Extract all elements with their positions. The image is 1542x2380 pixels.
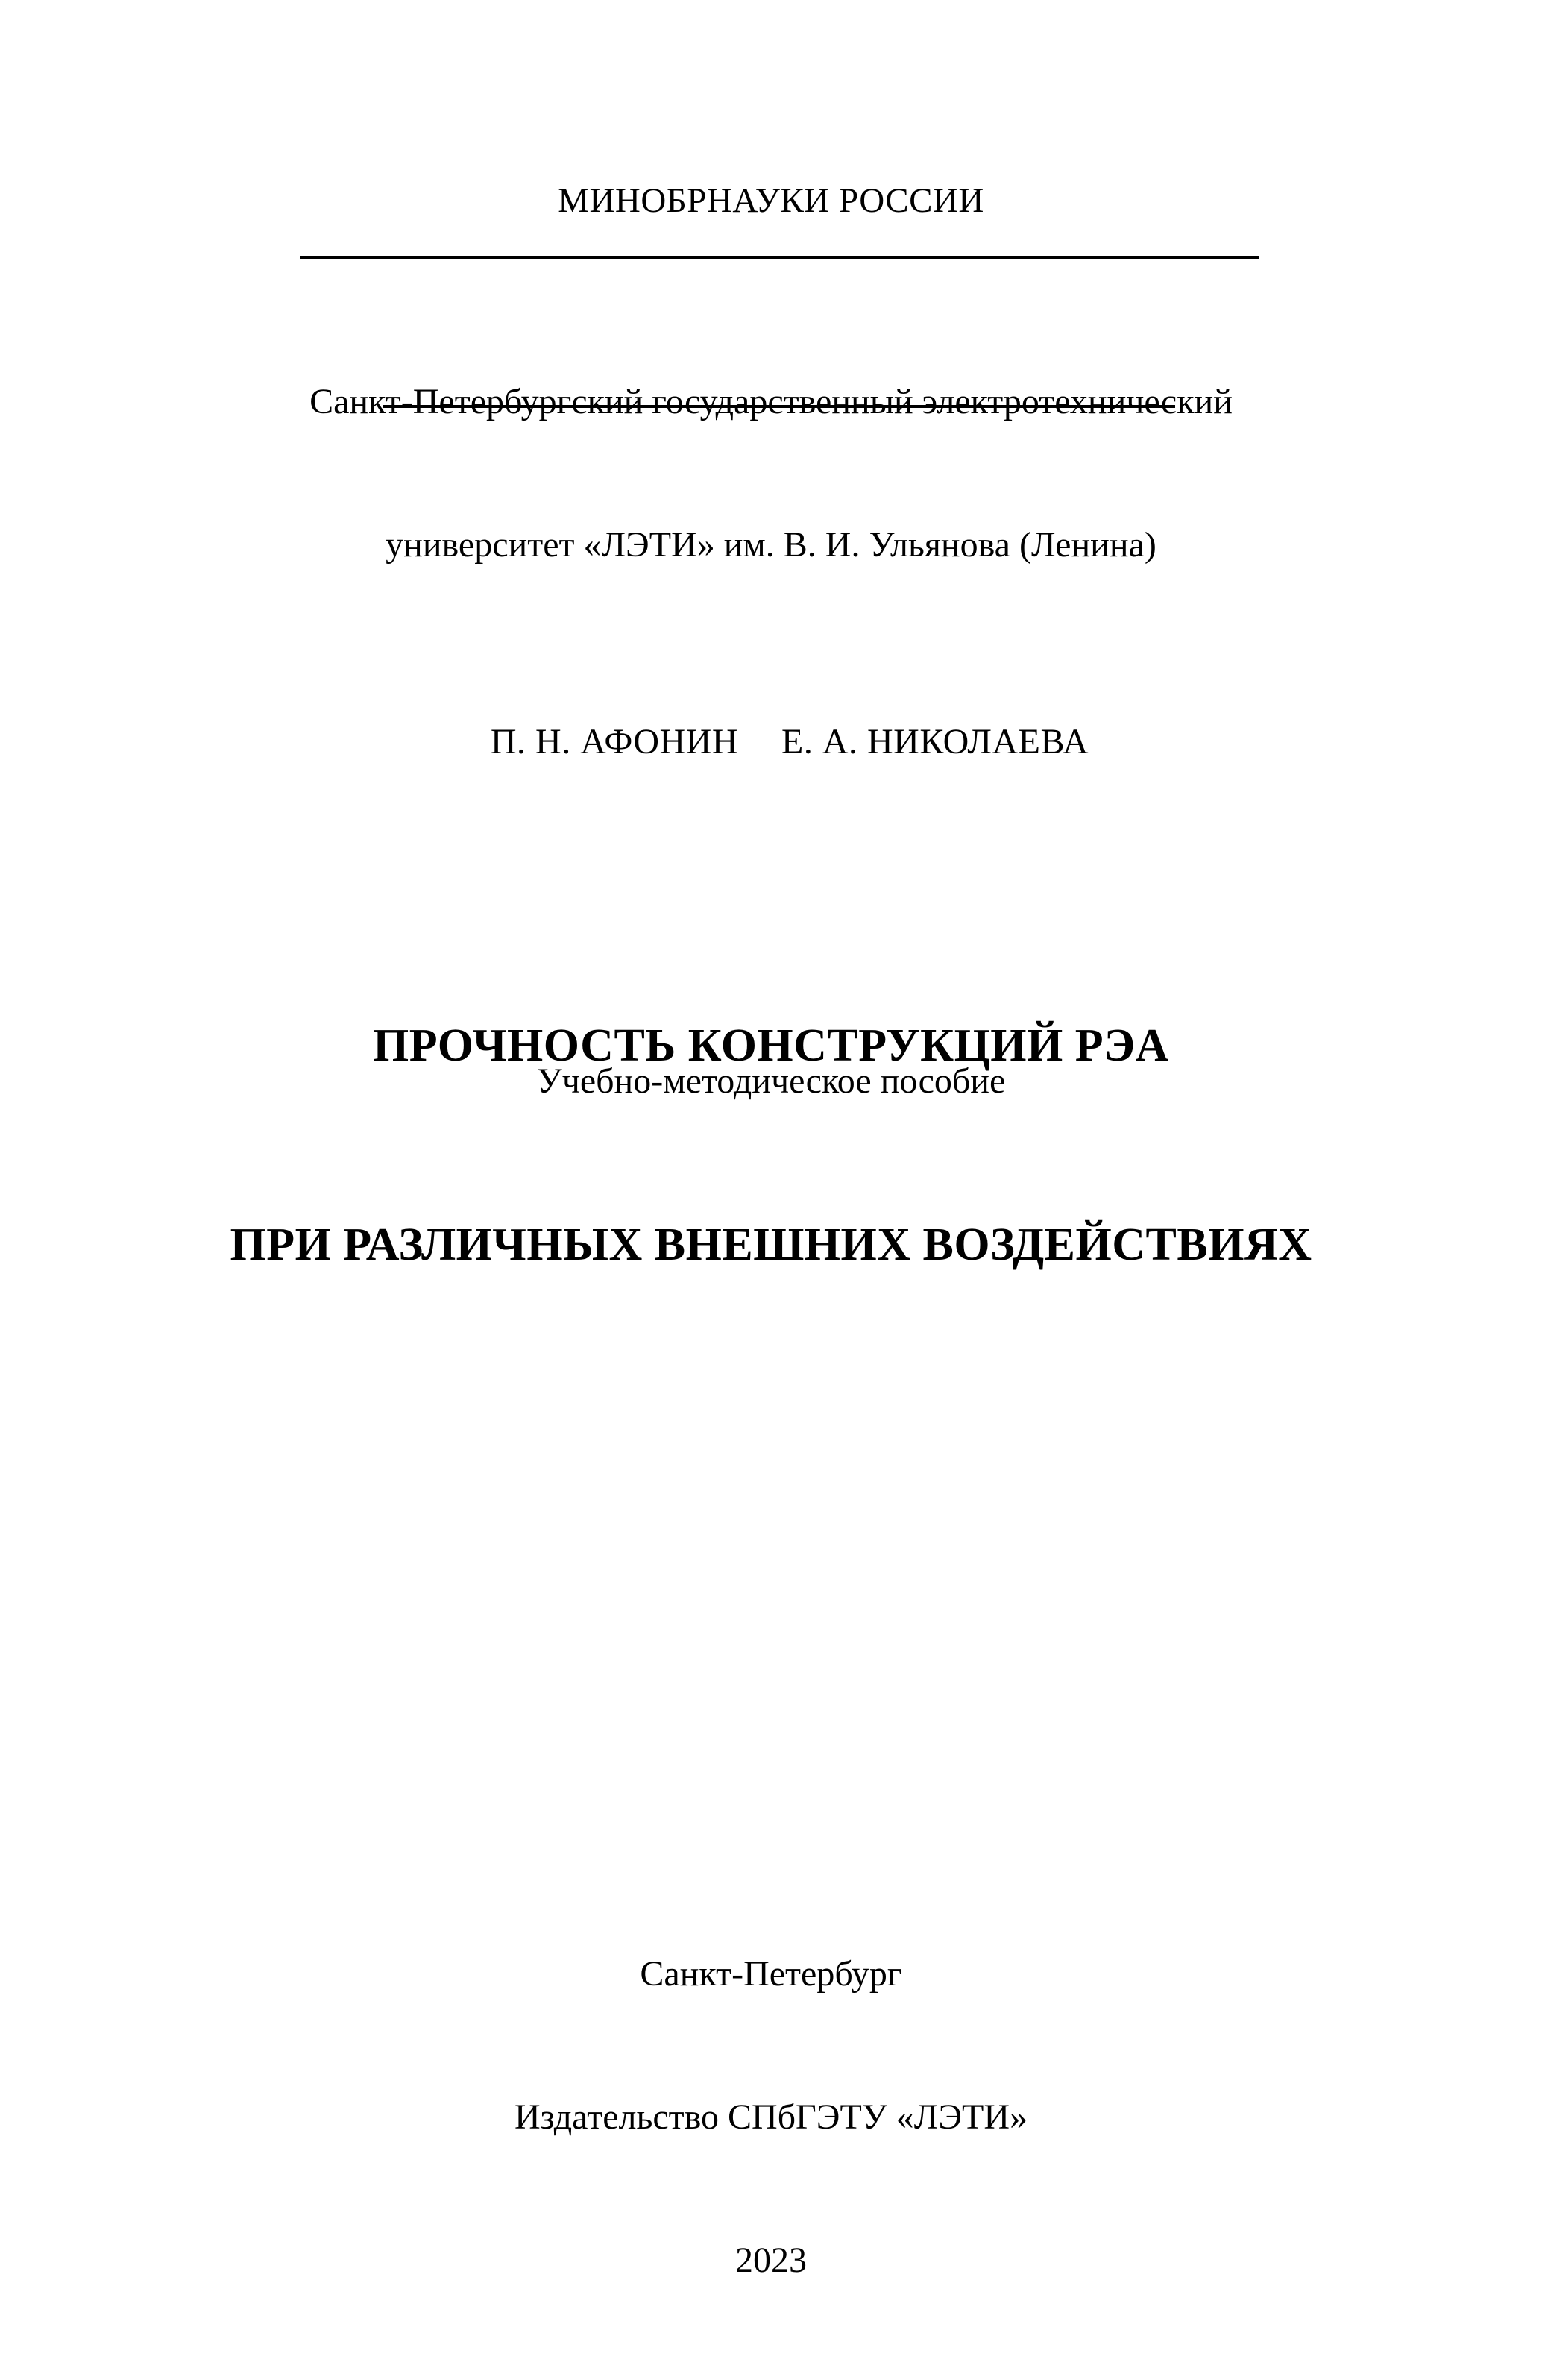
book-subtitle: Учебно-методическое пособие [536,1061,1006,1101]
university-name [0,283,1542,665]
author-second: Е. А. НИКОЛАЕВА [781,722,1089,762]
bottom-divider-rule [383,405,1175,408]
authors-line [0,680,1542,803]
imprint-year: 2023 [735,2241,807,2280]
book-title-line2: ПРИ РАЗЛИЧНЫХ ВНЕШНИХ ВОЗДЕЙСТВИЯХ [230,1219,1312,1270]
top-divider-rule [300,256,1259,259]
author-first: П. Н. АФОНИН [490,722,739,762]
imprint-publisher: Издательство СПбГЭТУ «ЛЭТИ» [514,2097,1028,2137]
imprint-block [0,1855,1542,2380]
ministry-heading: МИНОБРНАУКИ РОССИИ [558,181,984,220]
university-name-line2: университет «ЛЭТИ» им. В. И. Ульянова (Ленина) [386,525,1156,565]
book-title-line1: ПРОЧНОСТЬ КОНСТРУКЦИЙ РЭА [373,1020,1169,1071]
book-title [0,880,1542,1411]
university-name-line1: Санкт-Петербургский государственный электротехнический [309,382,1233,421]
imprint-city: Санкт-Петербург [640,1954,902,1994]
